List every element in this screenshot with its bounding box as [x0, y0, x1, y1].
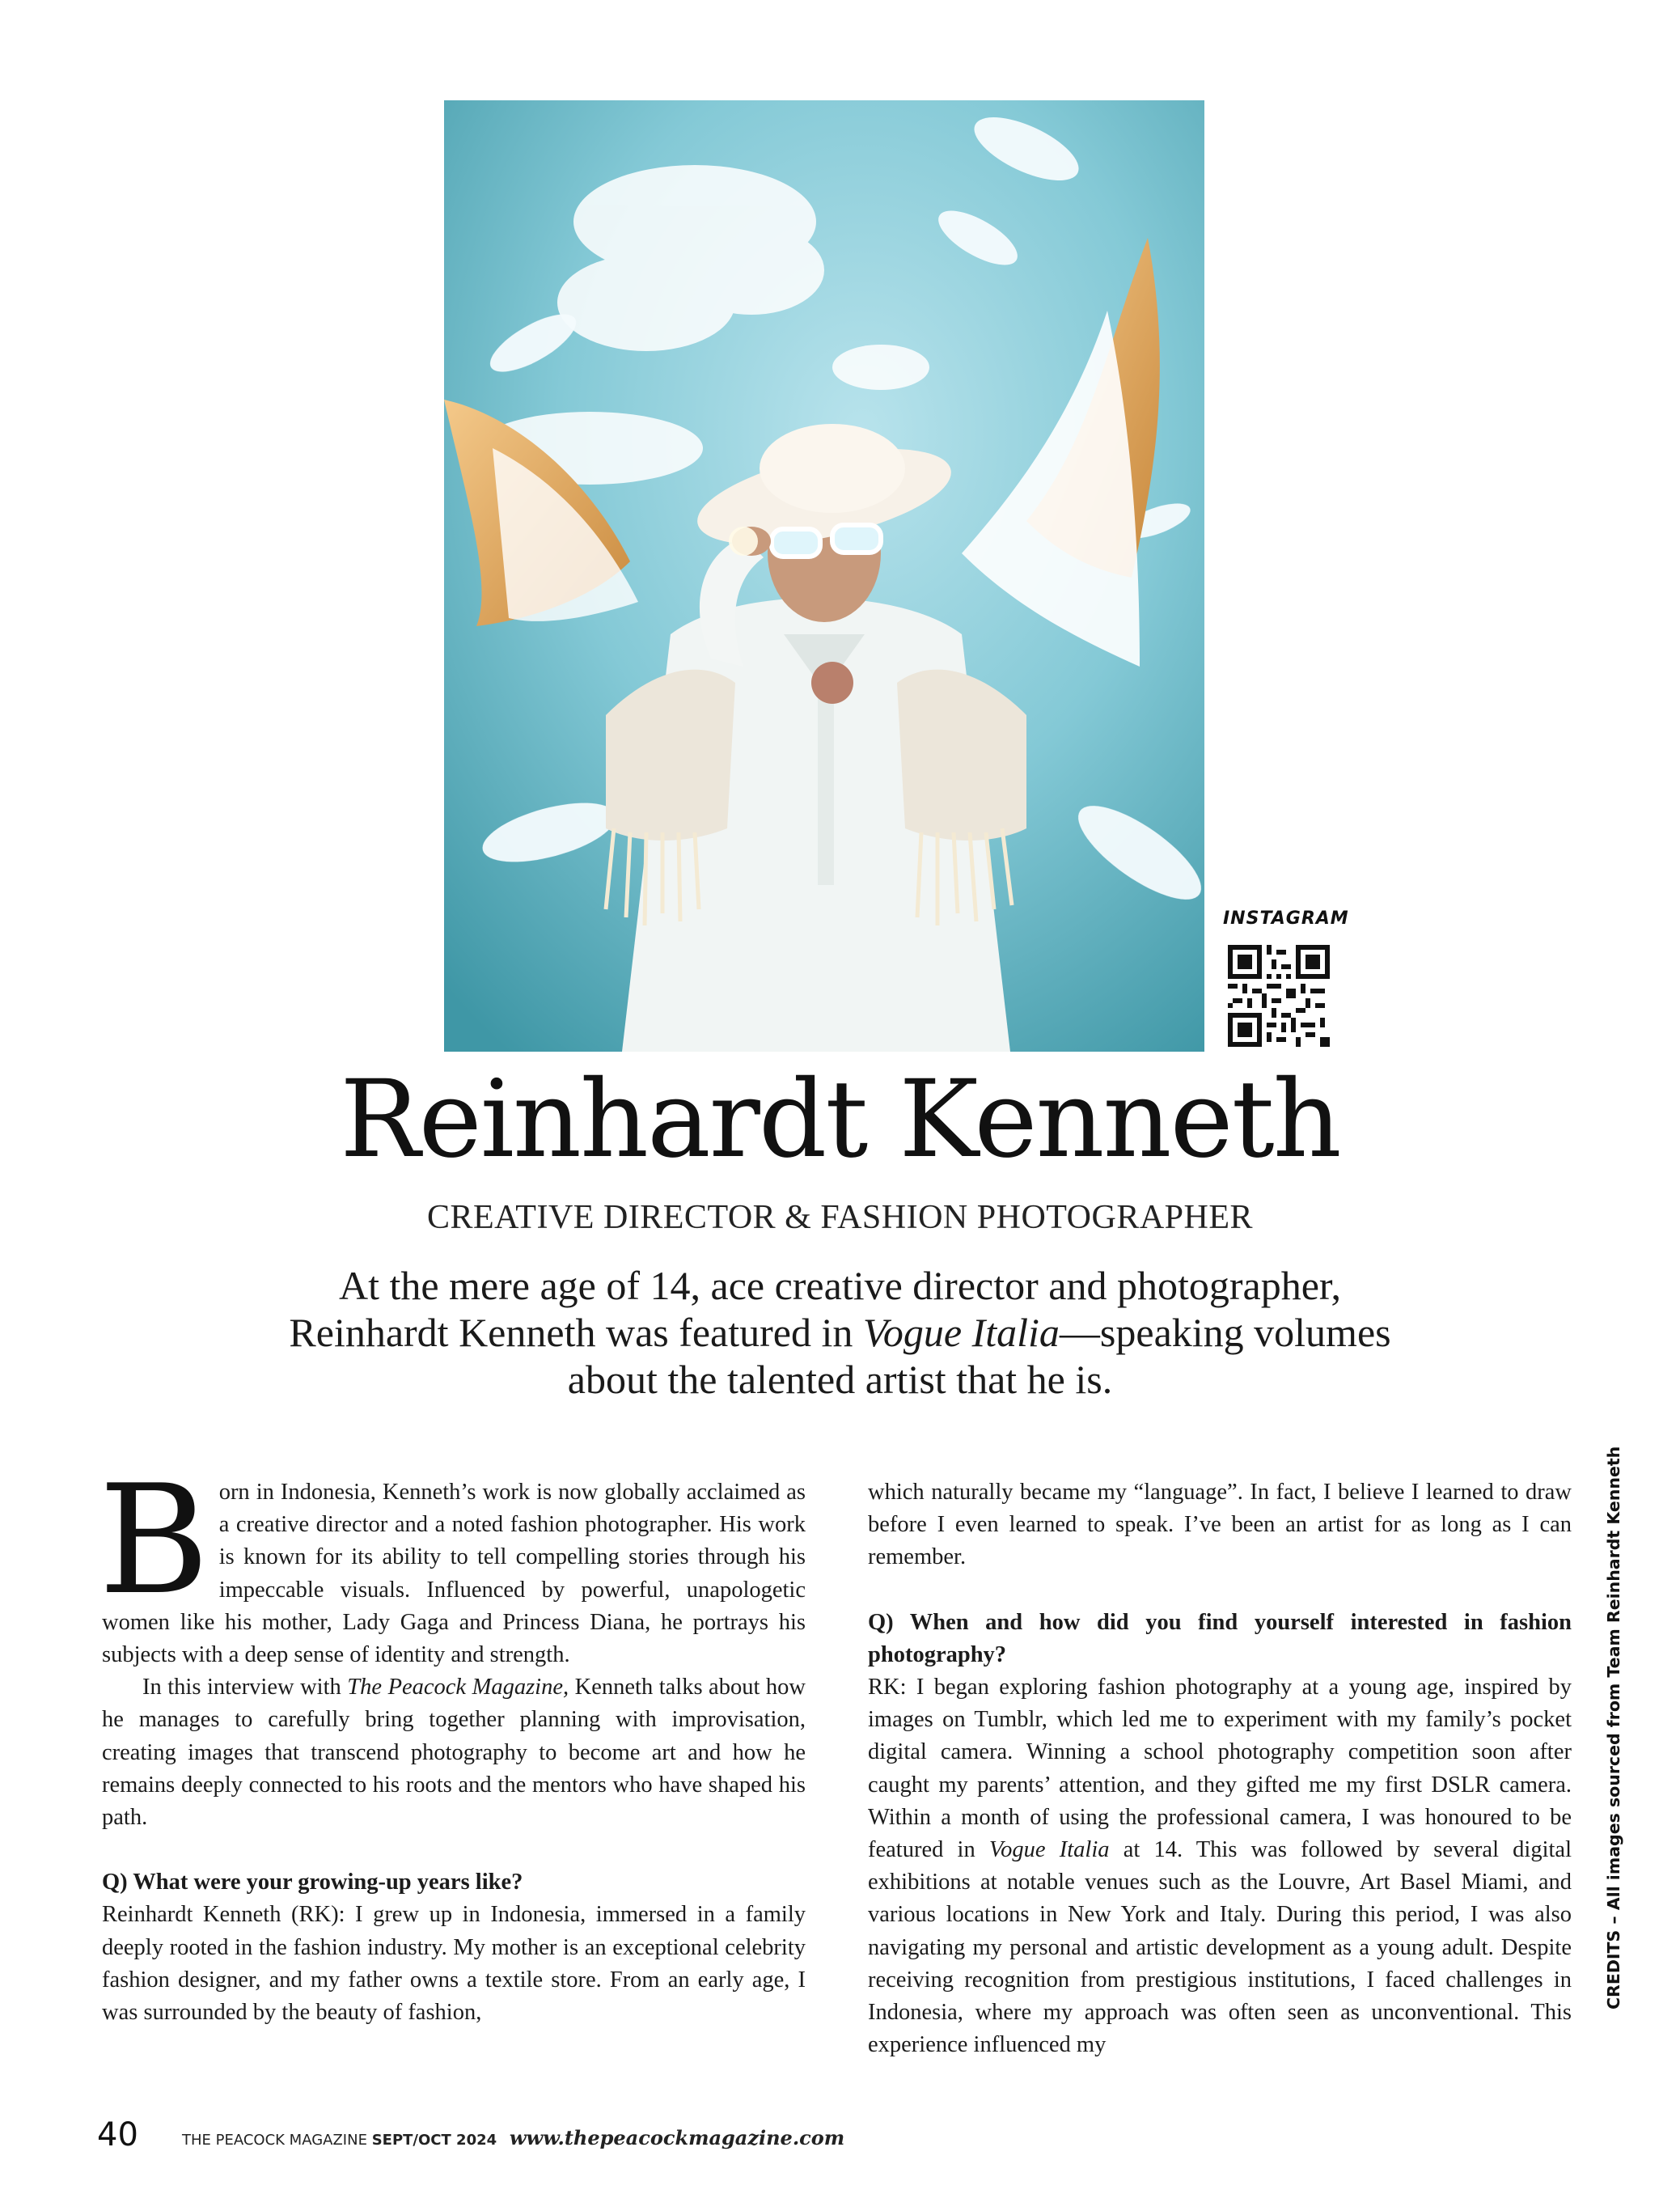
image-credits: CREDITS – All images sourced from Team Reinhardt Kenneth	[1604, 1446, 1623, 2010]
hero-photo	[444, 100, 1204, 1052]
standfirst	[226, 1262, 1454, 1403]
answer-paragraph: which naturally became my “language”. In fact, I believe I learned to draw before I even learned to speak. I’ve been an artist for as long as I can remember.	[868, 1480, 1572, 1570]
subtitle: CREATIVE DIRECTOR & FASHION PHOTOGRAPHER	[426, 1199, 1254, 1236]
page-title: Reinhardt Kenneth	[340, 1057, 1340, 1182]
question-heading: Q) When and how did you find yourself interested in fashion photography?	[868, 1609, 1572, 1667]
body-paragraph: In this interview with The Peacock Magazine, Kenneth talks about how he manages to carefully bring together planning with improvisation, creating images that transcend photography to become art and how he remains deeply connected to his roots and the mentors who have shaped his path.	[102, 1675, 806, 1831]
standfirst-line: about the talented artist that he is.	[567, 1357, 1113, 1402]
drop-cap: B	[99, 1452, 209, 1628]
answer-paragraph: RK: I began exploring fashion photography at a young age, inspired by images on Tumblr, which led me to experiment with my family’s pocket digital camera. Winning a school photography competition soon after caught my parents’ attention, and they gifted me my first DSLR camera. Within a month of using the professional camera, I was honoured to be featured in Vogue Italia at 14. This was followed by several digital exhibitions at notable venues such as the Louvre, Art Basel Miami, and various locations in New York and Italy. During this period, I was also navigating my personal and artistic development as a young adult. Despite receiving recognition from prestigious institutions, I faced challenges in Indonesia, where my approach was often seen as unconventional. This experience influenced my	[868, 1675, 1572, 2058]
website-link[interactable]: www.thepeacockmagazine.com	[509, 2126, 845, 2149]
body-column-left	[99, 1452, 806, 2029]
magazine-name: THE PEACOCK MAGAZINE	[182, 2132, 367, 2149]
body-column-right	[868, 1476, 1572, 2061]
issue-date: SEPT/OCT 2024	[371, 2132, 497, 2149]
instagram-qr-code[interactable]	[1228, 945, 1330, 1047]
page-number: 40	[97, 2116, 138, 2154]
footer	[182, 2126, 844, 2149]
qr-label: INSTAGRAM	[1223, 908, 1349, 929]
standfirst-line: Reinhardt Kenneth was featured in Vogue Italia—speaking volumes	[289, 1310, 1391, 1355]
standfirst-line: At the mere age of 14, ace creative director and photographer,	[338, 1263, 1342, 1308]
intro-paragraph: Born in Indonesia, Kenneth’s work is now globally acclaimed as a creative director and a noted fashion photographer. His work is known for its ability to tell compelling stories through his impeccable visuals. Influenced by powerful, unapologetic women like his mother, Lady Gaga and Princess Diana, he portrays his subjects with a deep sense of identity and strength.	[99, 1452, 806, 1668]
question-heading: Q) What were your growing-up years like?	[102, 1870, 523, 1895]
answer-paragraph: Reinhardt Kenneth (RK): I grew up in Indonesia, immersed in a family deeply rooted in the fashion industry. My mother is an exceptional celebrity fashion designer, and my father owns a textile store. From an early age, I was surrounded by the beauty of fashion,	[102, 1902, 806, 2026]
